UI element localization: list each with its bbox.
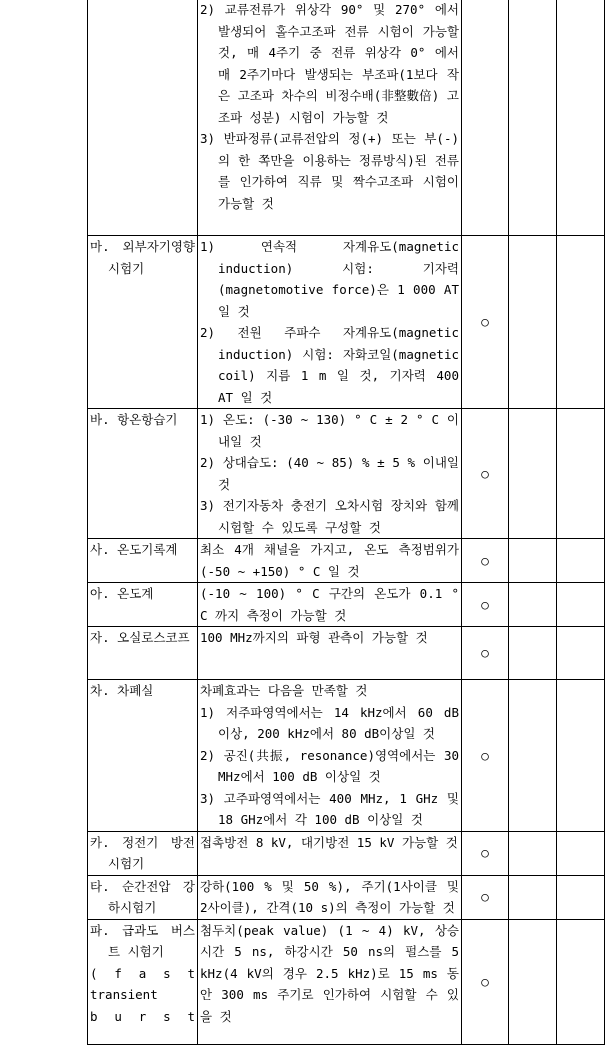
empty-cell xyxy=(509,875,557,919)
equipment-name: 자. 오실로스코프 xyxy=(88,627,198,680)
table-row xyxy=(88,539,605,583)
empty-cell xyxy=(509,680,557,832)
empty-cell xyxy=(509,627,557,680)
requirement-cell xyxy=(198,831,462,875)
equipment-name: 카. 정전기 방전시험기 xyxy=(88,831,198,875)
requirement-cell xyxy=(198,627,462,680)
requirement-item: 2) 전원 주파수 자계유도(magnetic induction) 시험: 자화코일(magnetic coil) 지름 1 m 일 것, 기자력 400 AT 일 것 xyxy=(200,325,459,405)
check-mark: ○ xyxy=(462,583,509,627)
requirement-item: 3) 전기자동차 충전기 오차시험 장치와 함께 시험할 수 있도록 구성할 것 xyxy=(200,498,459,535)
empty-cell xyxy=(557,919,605,1044)
equipment-name: 마. 외부자기영향시험기 xyxy=(88,236,198,409)
requirement-item: 1) 온도: (-30 ~ 130) ° C ± 2 ° C 이내일 것 xyxy=(200,412,459,449)
check-mark: ○ xyxy=(462,409,509,539)
requirement-item: 2) 공진(共振, resonance)영역에서는 30 MHz에서 100 dB 이상일 것 xyxy=(200,747,459,784)
equipment-name-line: transient xyxy=(90,987,158,1002)
equipment-name: 바. 항온항습기 xyxy=(88,409,198,539)
requirement-item: 첨두치(peak value) (1 ~ 4) kV, 상승시간 5 ns, 하강시간 50 ns의 펄스를 5 kHz(4 kV의 경우 2.5 kHz)로 15 ms 동안 300 ms 주기로 인가하여 시험할 수 있을 것 xyxy=(200,922,459,1024)
empty-cell xyxy=(557,583,605,627)
requirement-item: 1) 연속적 자계유도(magnetic induction) 시험: 기자력(magnetomotive force)은 1 000 AT 일 것 xyxy=(200,239,459,319)
requirement-item: 2) 교류전류가 위상각 90° 및 270° 에서 발생되어 홀수고조파 전류 시험이 가능할 것, 매 4주기 중 전류 위상각 0° 에서 매 2주기마다 발생되는 부조파(1보다 작은 고조파 차수의 비정수배(非整數倍) 고조파 성분) 시험이 가능할 것 xyxy=(200,2,459,125)
table-row xyxy=(88,919,605,1044)
empty-cell xyxy=(557,875,605,919)
requirement-item: (-10 ~ 100) ° C 구간의 온도가 0.1 ° C 까지 측정이 가능할 것 xyxy=(200,586,459,623)
requirement-item: 3) 반파정류(교류전압의 정(+) 또는 부(-)의 한 쪽만을 이용하는 정류방식)된 전류를 인가하여 직류 및 짝수고조파 시험이 가능할 것 xyxy=(200,131,459,211)
requirement-cell xyxy=(198,236,462,409)
empty-cell xyxy=(557,236,605,409)
requirement-cell xyxy=(198,875,462,919)
requirement-item: 차폐효과는 다음을 만족할 것 xyxy=(200,683,368,698)
empty-cell xyxy=(557,409,605,539)
requirement-cell xyxy=(198,680,462,832)
check-mark: ○ xyxy=(462,919,509,1044)
table-row xyxy=(88,236,605,409)
check-mark: ○ xyxy=(462,831,509,875)
equipment-name-line: b u r s t xyxy=(90,1008,195,1024)
empty-cell xyxy=(509,0,557,236)
requirement-item: 최소 4개 채널을 가지고, 온도 측정범위가 (-50 ~ +150) ° C 일 것 xyxy=(200,542,459,579)
table-row xyxy=(88,583,605,627)
empty-cell xyxy=(557,0,605,236)
table-row xyxy=(88,409,605,539)
requirement-item: 1) 저주파영역에서는 14 kHz에서 60 dB 이상, 200 kHz에서 80 dB이상일 것 xyxy=(200,704,459,741)
equipment-name: 아. 온도계 xyxy=(88,583,198,627)
check-mark: ○ xyxy=(462,627,509,680)
table-row xyxy=(88,831,605,875)
requirement-item: 접촉방전 8 kV, 대기방전 15 kV 가능할 것 xyxy=(200,834,458,850)
requirement-item: 강하(100 % 및 50 %), 주기(1사이클 및 2사이클), 간격(10 s)의 측정이 가능할 것 xyxy=(200,878,459,915)
empty-cell xyxy=(557,539,605,583)
empty-cell xyxy=(509,583,557,627)
table-row xyxy=(88,680,605,832)
requirement-cell xyxy=(198,919,462,1044)
equipment-spec-table xyxy=(87,0,605,1045)
equipment-name: 파. 급과도 버스트 시험기 ( f a s t transient b u r s t xyxy=(88,919,198,1044)
empty-cell xyxy=(509,409,557,539)
check-mark: ○ xyxy=(462,680,509,832)
table-row xyxy=(88,627,605,680)
equipment-name: 차. 차폐실 xyxy=(88,680,198,832)
requirement-item: 3) 고주파영역에서는 400 MHz, 1 GHz 및 18 GHz에서 각 100 dB 이상일 것 xyxy=(200,790,459,827)
empty-cell xyxy=(509,539,557,583)
empty-cell xyxy=(509,919,557,1044)
equipment-name: 타. 순간전압 강하시험기 xyxy=(88,875,198,919)
empty-cell xyxy=(557,627,605,680)
check-mark xyxy=(462,0,509,236)
equipment-name: 사. 온도기록계 xyxy=(88,539,198,583)
check-mark: ○ xyxy=(462,236,509,409)
equipment-name xyxy=(88,0,198,236)
requirement-item: 100 MHz까지의 파형 관측이 가능할 것 xyxy=(200,630,428,645)
requirement-cell xyxy=(198,0,462,236)
equipment-name-line: ( f a s t xyxy=(90,965,195,981)
empty-cell xyxy=(509,236,557,409)
requirement-item: 2) 상대습도: (40 ~ 85) % ± 5 % 이내일 것 xyxy=(200,455,459,492)
table-row xyxy=(88,875,605,919)
table-row xyxy=(88,0,605,236)
check-mark: ○ xyxy=(462,539,509,583)
empty-cell xyxy=(557,831,605,875)
check-mark: ○ xyxy=(462,875,509,919)
requirement-cell xyxy=(198,583,462,627)
empty-cell xyxy=(557,680,605,832)
requirement-cell xyxy=(198,409,462,539)
empty-cell xyxy=(509,831,557,875)
requirement-cell xyxy=(198,539,462,583)
